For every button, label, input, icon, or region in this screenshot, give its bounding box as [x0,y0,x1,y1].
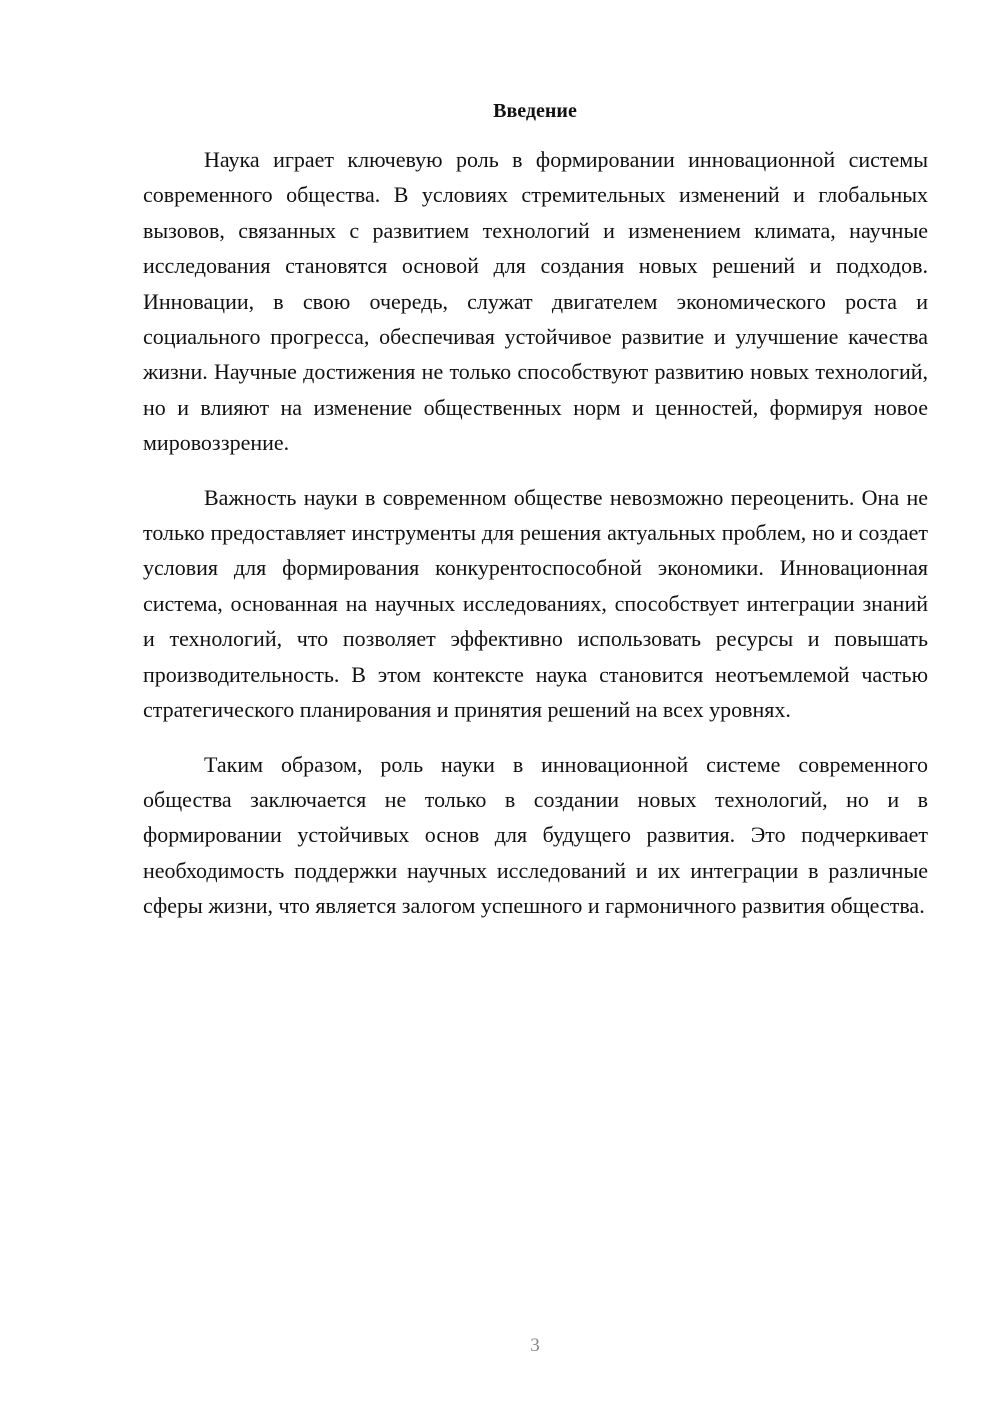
paragraph: Таким образом, роль науки в инновационной системе современного общества заключается не только в создании новых технологий, но и в формировании устойчивых основ для будущего развития. Это подчеркивает необходимость поддержки научных исследований и их интеграции в различные сферы жизни, что является залогом успешного и гармоничного развития общества. [143,751,928,919]
section-heading: Введение [493,100,577,122]
paragraph: Важность науки в современном обществе невозможно переоценить. Она не только предоставляет инструменты для решения актуальных проблем, но и создает условия для формирования конкурентоспособной экономики. Инновационная система, основанная на научных исследованиях, способствует интеграции знаний и технологий, что позволяет эффективно использовать ресурсы и повышать производительность. В этом контексте наука становится неотъемлемой частью стратегического планирования и принятия решений на всех уровнях. [143,484,928,723]
document-body [143,142,928,924]
paragraph: Наука играет ключевую роль в формировании инновационной системы современного общества. В условиях стремительных изменений и глобальных вызовов, связанных с развитием технологий и изменением климата, научные исследования становятся основой для создания новых решений и подходов. Инновации, в свою очередь, служат двигателем экономического роста и социального прогресса, обеспечивая устойчивое развитие и улучшение качества жизни. Научные достижения не только способствуют развитию новых технологий, но и влияют на изменение общественных норм и ценностей, формируя новое мировоззрение. [143,147,928,456]
page-number: 3 [530,1335,540,1356]
